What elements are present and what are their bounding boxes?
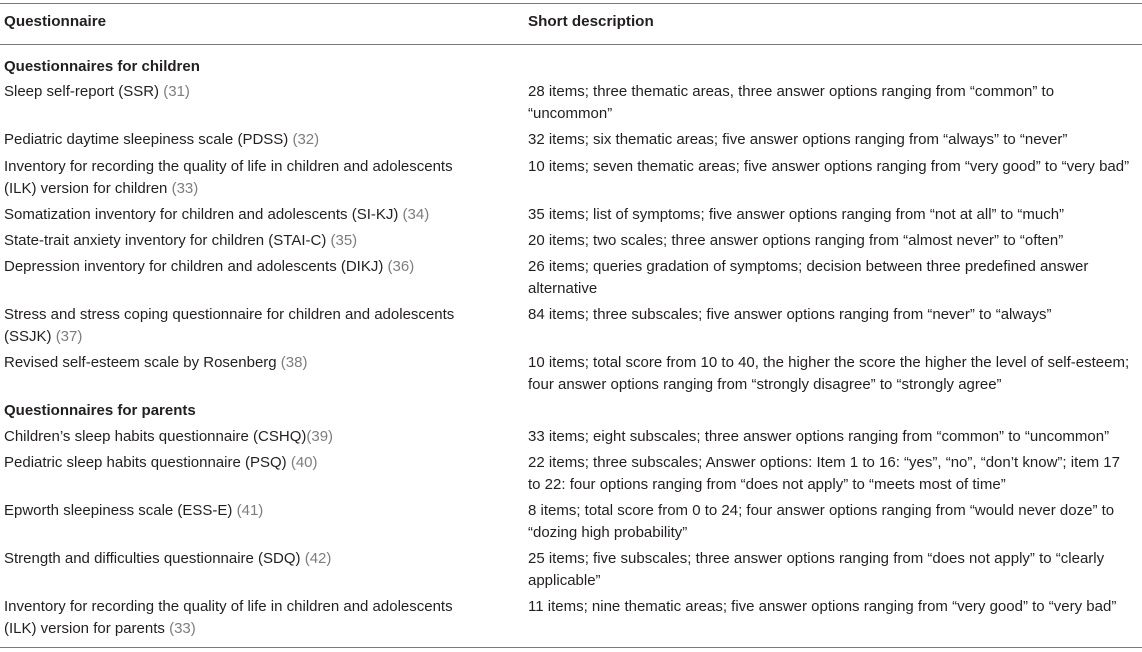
row-questionnaire: [4, 129, 319, 151]
row-description: [528, 156, 1129, 178]
section-title-children: Questionnaires for children: [4, 58, 200, 75]
questionnaire-name: Inventory for recording the quality of life in children and adolescents: [4, 598, 453, 615]
row-questionnaire: [4, 548, 331, 570]
questionnaire-name: Inventory for recording the quality of life in children and adolescents: [4, 158, 453, 175]
row-questionnaire: [4, 256, 414, 278]
reference-link[interactable]: (33): [171, 179, 199, 197]
row-description: [528, 129, 1067, 151]
description-line: 26 items; queries gradation of symptoms; decision between three predefined answer: [528, 258, 1089, 275]
row-description: [528, 204, 1064, 226]
row-description: [528, 256, 1088, 299]
description-line: 10 items; seven thematic areas; five answer options ranging from “very good” to “very bad”: [528, 158, 1130, 175]
description-line: four answer options ranging from “strongly disagree” to “strongly agree”: [528, 375, 1002, 393]
row-description: [528, 304, 1052, 326]
description-line: 10 items; total score from 10 to 40, the higher the score the higher the level of self-esteem;: [528, 354, 1130, 371]
questionnaire-name: Somatization inventory for children and adolescents (SI-KJ): [4, 206, 403, 223]
questionnaire-name: Pediatric daytime sleepiness scale (PDSS): [4, 131, 293, 148]
description-line: “dozing high probability”: [528, 523, 688, 541]
description-line: 11 items; nine thematic areas; five answer options ranging from “very good” to “very bad”: [528, 598, 1117, 615]
row-description: [528, 230, 1063, 252]
reference-link[interactable]: (37): [55, 327, 83, 345]
questionnaire-name: Stress and stress coping questionnaire for children and adolescents: [4, 306, 455, 323]
questionnaire-name: State-trait anxiety inventory for children (STAI-C): [4, 232, 331, 249]
description-line: applicable”: [528, 571, 601, 589]
questionnaire-name: Pediatric sleep habits questionnaire (PSQ): [4, 454, 291, 471]
questionnaire-name: (SSJK): [4, 327, 56, 345]
description-line: 20 items; two scales; three answer options ranging from “almost never” to “often”: [528, 232, 1064, 249]
reference-link[interactable]: (33): [169, 619, 196, 637]
description-line: 22 items; three subscales; Answer options: Item 1 to 16: “yes”, “no”, “don’t know”; item 17: [528, 454, 1120, 471]
description-line: 35 items; list of symptoms; five answer options ranging from “not at all” to “much”: [528, 206, 1065, 223]
header-short-description: Short description: [528, 13, 654, 30]
row-description: [528, 452, 1120, 495]
reference-link[interactable]: (42): [304, 550, 332, 567]
questionnaire-name: Revised self-esteem scale by Rosenberg: [4, 354, 281, 371]
header-questionnaire: Questionnaire: [4, 13, 107, 30]
header-rule: [0, 44, 1142, 45]
reference-link[interactable]: (38): [280, 354, 308, 371]
row-description: [528, 548, 1104, 591]
top-rule: [0, 3, 1142, 4]
reference-link[interactable]: (35): [330, 232, 358, 249]
row-questionnaire: [4, 304, 454, 347]
description-line: alternative: [528, 279, 598, 297]
description-line: to 22: four options ranging from “does not apply” to “meets most of time”: [528, 475, 1006, 493]
questionnaire-name: (ILK) version for parents: [4, 619, 170, 637]
row-questionnaire: [4, 452, 318, 474]
section-title-parents: Questionnaires for parents: [4, 402, 196, 419]
row-questionnaire: [4, 230, 357, 252]
row-questionnaire: [4, 352, 307, 374]
row-questionnaire: [4, 426, 333, 448]
description-line: 84 items; three subscales; five answer options ranging from “never” to “always”: [528, 306, 1052, 323]
reference-link[interactable]: (40): [290, 454, 318, 471]
row-questionnaire: [4, 500, 263, 522]
row-description: [528, 426, 1109, 448]
reference-link[interactable]: (39): [306, 428, 334, 445]
reference-link[interactable]: (41): [236, 502, 264, 519]
row-description: [528, 596, 1116, 618]
row-description: [528, 81, 1054, 124]
description-line: 28 items; three thematic areas, three answer options ranging from “common” to: [528, 83, 1055, 100]
row-questionnaire: [4, 156, 453, 199]
row-description: [528, 500, 1114, 543]
reference-link[interactable]: (31): [163, 83, 190, 100]
questionnaire-name: Children’s sleep habits questionnaire (CSHQ): [4, 428, 307, 445]
row-questionnaire: [4, 81, 190, 103]
questionnaire-name: (ILK) version for children: [4, 179, 172, 197]
description-line: 32 items; six thematic areas; five answer options ranging from “always” to “never”: [528, 131, 1068, 148]
questionnaire-name: Sleep self-report (SSR): [4, 83, 164, 100]
description-line: 25 items; five subscales; three answer options ranging from “does not apply” to “clearly: [528, 550, 1105, 567]
row-questionnaire: [4, 204, 429, 226]
description-line: 8 items; total score from 0 to 24; four answer options ranging from “would never doze” to: [528, 502, 1115, 519]
row-description: [528, 352, 1129, 395]
questionnaire-name: Strength and difficulties questionnaire (SDQ): [4, 550, 305, 567]
questionnaire-name: Depression inventory for children and adolescents (DIKJ): [4, 258, 388, 275]
description-line: “uncommon”: [528, 104, 613, 122]
bottom-rule: [0, 647, 1142, 648]
reference-link[interactable]: (36): [387, 258, 415, 275]
questionnaire-name: Epworth sleepiness scale (ESS-E): [4, 502, 237, 519]
row-questionnaire: [4, 596, 453, 639]
description-line: 33 items; eight subscales; three answer options ranging from “common” to “uncommon”: [528, 428, 1110, 445]
reference-link[interactable]: (32): [292, 131, 320, 148]
reference-link[interactable]: (34): [402, 206, 430, 223]
